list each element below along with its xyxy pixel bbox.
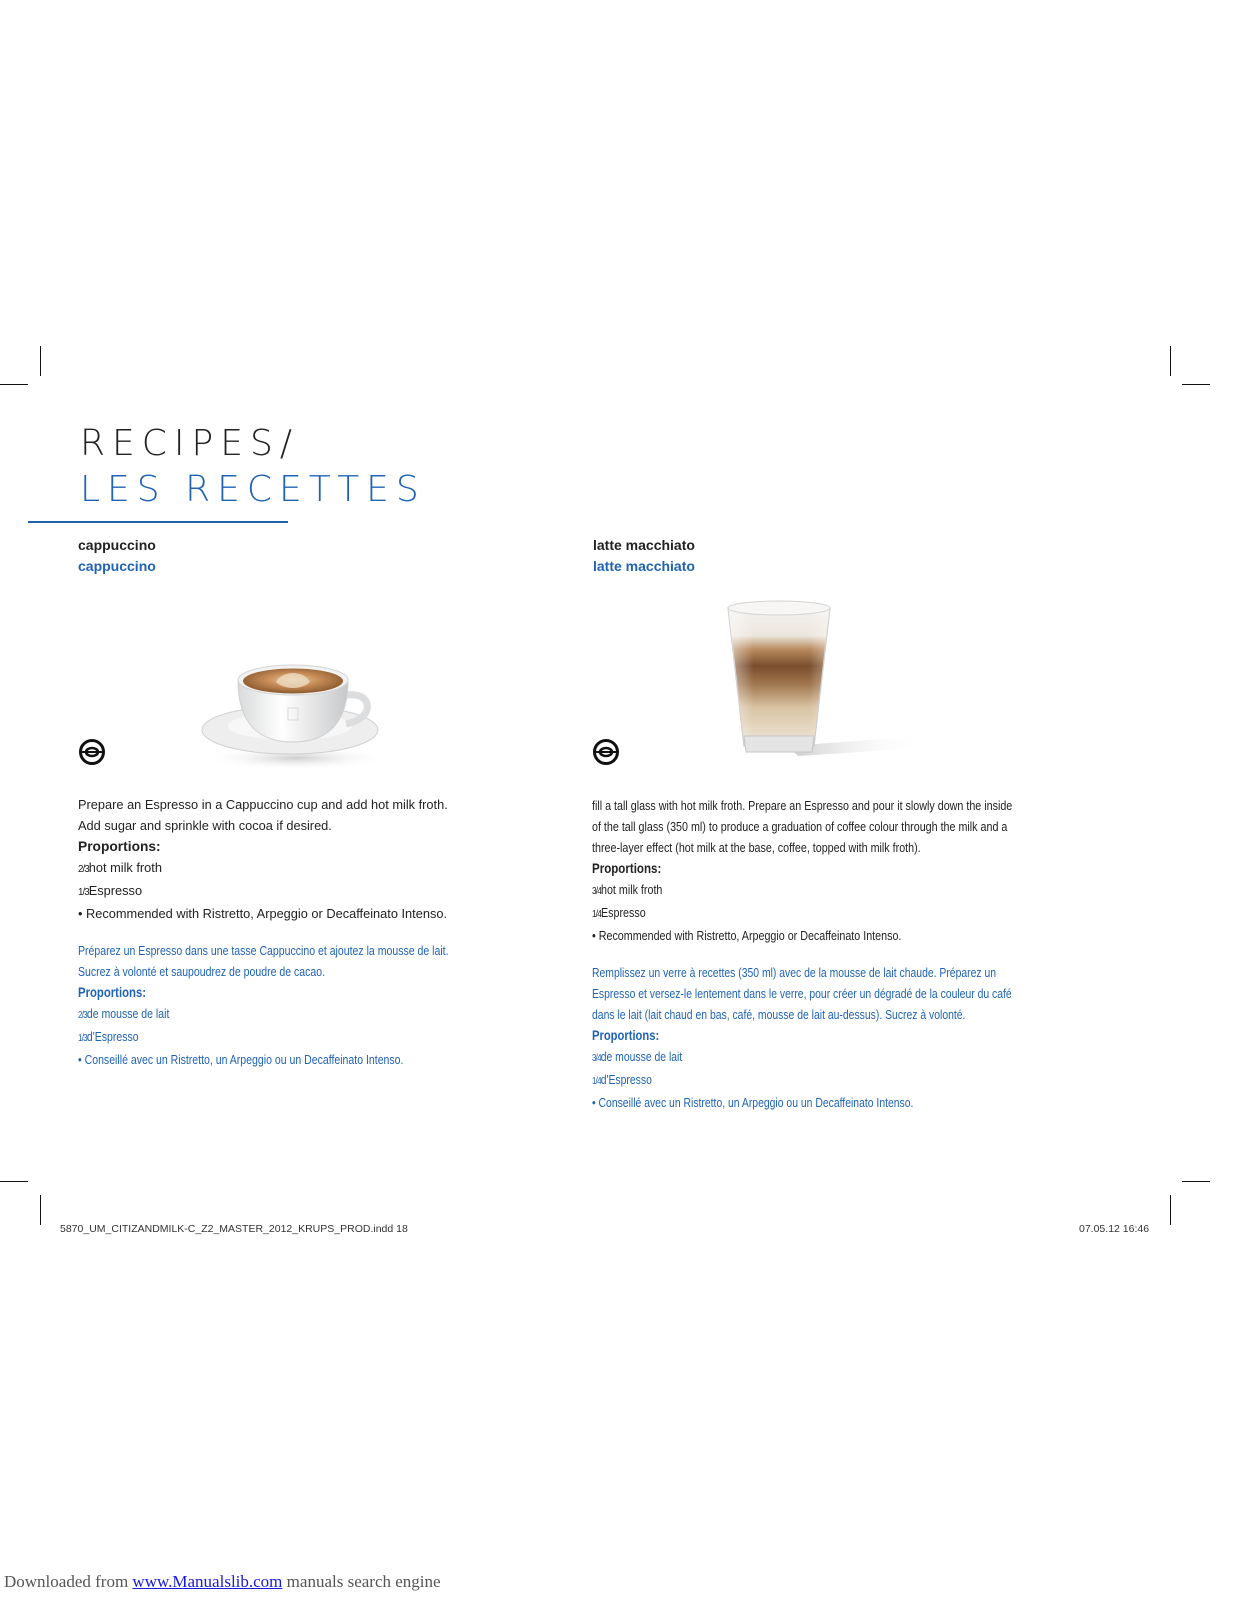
fraction: 2/3 bbox=[78, 1010, 87, 1021]
proportions-label: Proportions: bbox=[78, 838, 161, 854]
milk-froth-icon bbox=[78, 738, 106, 766]
proportion-item bbox=[78, 1026, 449, 1049]
proportion-text: de mousse de lait bbox=[600, 1049, 683, 1064]
instruction-line: Préparez un Espresso dans une tasse Cappuccino et ajoutez la mousse de lait. bbox=[78, 943, 449, 958]
recipe-name-en: cappuccino bbox=[78, 537, 156, 553]
page-title-fr: LES RECETTES bbox=[80, 469, 426, 510]
proportion-item bbox=[78, 1003, 449, 1026]
proportion-text: Espresso bbox=[600, 905, 646, 920]
recipe-text-en bbox=[592, 795, 1012, 946]
download-banner bbox=[4, 1572, 441, 1592]
proportions-label: Proportions: bbox=[592, 1027, 660, 1043]
crop-mark bbox=[1170, 1195, 1171, 1225]
proportion-item bbox=[78, 857, 448, 880]
crop-mark bbox=[1182, 384, 1210, 385]
proportions-label: Proportions: bbox=[78, 984, 147, 1000]
fraction: 2/3 bbox=[78, 864, 89, 875]
instruction-line: dans le lait (lait chaud en bas, café, mousse de lait au-dessus). Sucrez à volonté. bbox=[592, 1007, 966, 1022]
instruction-line: Espresso et versez-le lentement dans le verre, pour créer un dégradé de la couleur du café bbox=[592, 986, 1012, 1001]
recipe-text-en bbox=[78, 794, 448, 924]
recipe-name-fr: cappuccino bbox=[78, 558, 156, 574]
download-suffix: manuals search engine bbox=[282, 1572, 441, 1591]
proportion-item bbox=[592, 1046, 1012, 1069]
proportion-text: de mousse de lait bbox=[86, 1006, 170, 1021]
crop-mark bbox=[40, 1195, 41, 1225]
cappuccino-cup-image bbox=[196, 652, 396, 772]
title-underline bbox=[28, 521, 288, 523]
page-title-en: RECIPES/ bbox=[80, 423, 299, 464]
recommendation-note: • Recommended with Ristretto, Arpeggio or Decaffeinato Intenso. bbox=[78, 906, 448, 921]
recipe-heading-cappuccino bbox=[78, 535, 156, 577]
proportion-text: Espresso bbox=[88, 883, 143, 898]
proportion-text: d'Espresso bbox=[86, 1029, 139, 1044]
instruction-line: Remplissez un verre à recettes (350 ml) avec de la mousse de lait chaude. Préparez un bbox=[592, 965, 997, 980]
instruction-line: fill a tall glass with hot milk froth. Prepare an Espresso and pour it slowly down the inside bbox=[592, 798, 1013, 813]
recipe-text-fr bbox=[592, 962, 1012, 1113]
recipe-text-fr bbox=[78, 940, 449, 1070]
crop-mark bbox=[0, 1181, 28, 1182]
crop-mark bbox=[40, 346, 41, 376]
proportions-label: Proportions: bbox=[592, 860, 662, 876]
proportion-item bbox=[592, 879, 1012, 902]
fraction: 1/4 bbox=[592, 909, 601, 920]
proportion-item bbox=[592, 1069, 1012, 1092]
fraction: 3/4 bbox=[592, 886, 601, 897]
crop-mark bbox=[1170, 346, 1171, 376]
proportion-text: hot milk froth bbox=[600, 882, 663, 897]
recipe-name-fr: latte macchiato bbox=[593, 558, 695, 574]
proportion-text: hot milk froth bbox=[88, 860, 162, 875]
recommendation-note: • Recommended with Ristretto, Arpeggio or Decaffeinato Intenso. bbox=[592, 928, 902, 943]
download-prefix: Downloaded from bbox=[4, 1572, 133, 1591]
instruction-line: three-layer effect (hot milk at the base, coffee, topped with milk froth). bbox=[592, 840, 921, 855]
recommendation-note: • Conseillé avec un Ristretto, un Arpeggio ou un Decaffeinato Intenso. bbox=[78, 1052, 404, 1067]
footer-date: 07.05.12 16:46 bbox=[1079, 1223, 1150, 1235]
fraction: 3/4 bbox=[592, 1053, 601, 1064]
proportion-item bbox=[78, 880, 448, 903]
recipe-name-en: latte macchiato bbox=[593, 537, 695, 553]
footer-file-slug: 5870_UM_CITIZANDMILK-C_Z2_MASTER_2012_KRUPS_PROD.indd 18 bbox=[60, 1223, 408, 1235]
proportion-text: d'Espresso bbox=[600, 1072, 652, 1087]
instruction-line: Prepare an Espresso in a Cappuccino cup and add hot milk froth. bbox=[78, 797, 448, 812]
crop-mark bbox=[1182, 1181, 1210, 1182]
crop-mark bbox=[0, 384, 28, 385]
proportion-item bbox=[592, 902, 1012, 925]
recommendation-note: • Conseillé avec un Ristretto, un Arpeggio ou un Decaffeinato Intenso. bbox=[592, 1095, 914, 1110]
fraction: 1/3 bbox=[78, 1033, 87, 1044]
latte-glass-image bbox=[718, 596, 928, 766]
recipe-heading-latte-macchiato bbox=[593, 535, 695, 577]
instruction-line: Add sugar and sprinkle with cocoa if desired. bbox=[78, 818, 332, 833]
milk-froth-icon bbox=[592, 738, 620, 766]
manualslib-link[interactable]: www.Manualslib.com bbox=[132, 1572, 283, 1591]
fraction: 1/4 bbox=[592, 1076, 601, 1087]
instruction-line: Sucrez à volonté et saupoudrez de poudre de cacao. bbox=[78, 964, 326, 979]
instruction-line: of the tall glass (350 ml) to produce a graduation of coffee colour through the milk and a bbox=[592, 819, 1008, 834]
fraction: 1/3 bbox=[78, 887, 89, 898]
